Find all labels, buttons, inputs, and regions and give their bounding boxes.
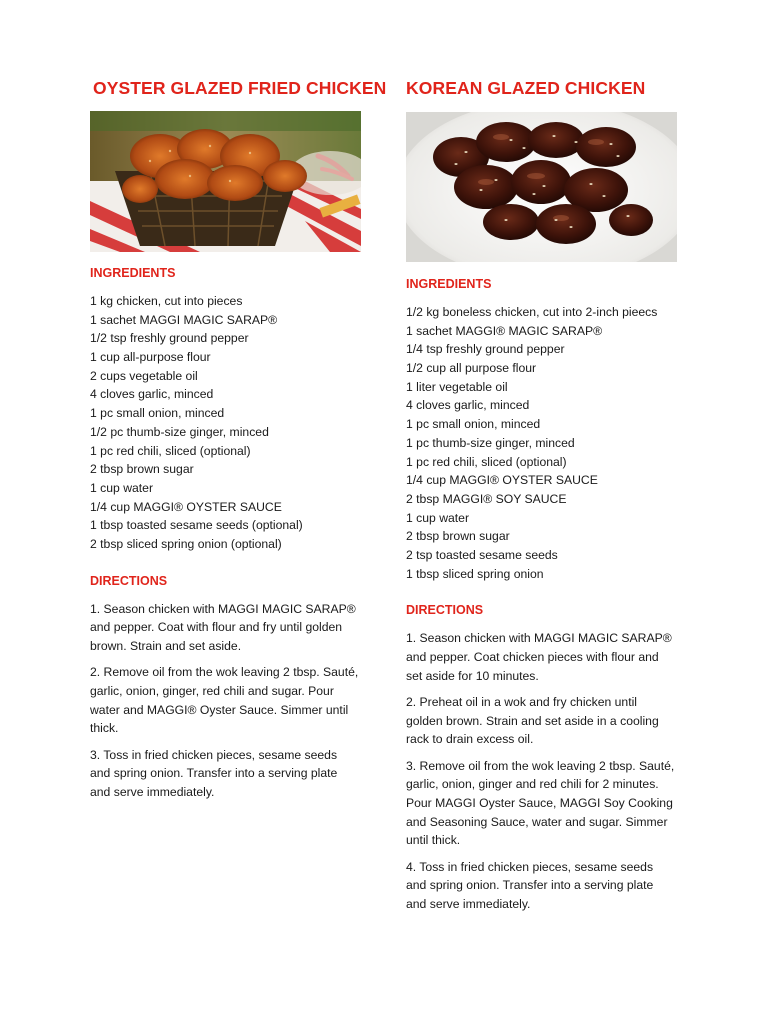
list-item: 1/4 tsp freshly ground pepper: [406, 342, 565, 357]
direction-step: 1. Season chicken with MAGGI MAGIC SARAP® and pepper. Coat with flour and fry until golden brown. Strain and set aside.: [90, 601, 356, 653]
list-item: 2 tbsp MAGGI® SOY SAUCE: [406, 491, 567, 506]
direction-step: 1. Season chicken with MAGGI MAGIC SARAP® and pepper. Coat chicken pieces with flour and set aside for 10 minutes.: [406, 631, 672, 683]
recipe-korean-glazed-chicken: [406, 76, 706, 922]
directions-heading: DIRECTIONS: [90, 573, 168, 588]
directions-list: [406, 629, 706, 913]
list-item: 1 pc red chili, sliced (optional): [90, 443, 251, 458]
recipe-oyster-glazed-chicken: [90, 76, 390, 810]
list-item: 1 pc thumb-size ginger, minced: [406, 435, 575, 450]
list-item: 1/2 cup all purpose flour: [406, 361, 537, 376]
list-item: 1 sachet MAGGI® MAGIC SARAP®: [406, 323, 603, 338]
list-item: 1 tbsp sliced spring onion: [406, 566, 544, 581]
direction-step: 4. Toss in fried chicken pieces, sesame seeds and spring onion. Transfer into a serving plate and serve immediately.: [406, 859, 654, 912]
direction-step: 2. Preheat oil in a wok and fry chicken until golden brown. Strain and set aside in a cooling rack to drain excess oil.: [406, 695, 659, 747]
directions-list: [90, 600, 390, 802]
list-item: 4 cloves garlic, minced: [90, 387, 214, 402]
list-item: 2 cups vegetable oil: [90, 368, 198, 383]
recipe-title: KOREAN GLAZED CHICKEN: [406, 78, 646, 98]
direction-step: 3. Toss in fried chicken pieces, sesame seeds and spring onion. Transfer into a serving plate and serve immediately.: [90, 747, 338, 799]
list-item: 1/2 pc thumb-size ginger, minced: [90, 424, 269, 439]
list-item: 2 tbsp sliced spring onion (optional): [90, 536, 282, 551]
list-item: 1 pc small onion, minced: [406, 417, 541, 432]
korean-chicken-plate-photo: [406, 112, 677, 262]
ingredient-list: [406, 303, 706, 583]
directions-heading: DIRECTIONS: [406, 603, 484, 618]
list-item: 1 cup water: [90, 480, 154, 495]
list-item: 1 kg chicken, cut into pieces: [90, 294, 243, 308]
list-item: 2 tbsp brown sugar: [90, 462, 194, 477]
list-item: 1 cup all-purpose flour: [90, 350, 211, 365]
list-item: 1 tbsp toasted sesame seeds (optional): [90, 518, 303, 533]
direction-step: 3. Remove oil from the wok leaving 2 tbsp. Sauté, garlic, onion, ginger and red chili for 2 minutes. Pour MAGGI Oyster Sauce, MAGGI Soy Cooking and Seasoning Sauce, water and sugar. Simmer until thick.: [406, 758, 675, 848]
list-item: 1/2 tsp freshly ground pepper: [90, 331, 249, 346]
list-item: 2 tbsp brown sugar: [406, 529, 510, 544]
list-item: 1 cup water: [406, 510, 470, 525]
list-item: 1/4 cup MAGGI® OYSTER SAUCE: [406, 473, 598, 488]
list-item: 1 pc small onion, minced: [90, 406, 225, 421]
list-item: 4 cloves garlic, minced: [406, 398, 530, 413]
recipe-title: OYSTER GLAZED FRIED CHICKEN: [93, 78, 387, 98]
direction-step: 2. Remove oil from the wok leaving 2 tbsp. Sauté, garlic, onion, ginger, red chili and sugar. Pour water and MAGGI® Oyster Sauce. Simmer until thick.: [90, 665, 359, 736]
list-item: 1 sachet MAGGI MAGIC SARAP®: [90, 312, 278, 327]
ingredients-heading: INGREDIENTS: [90, 266, 176, 280]
fried-chicken-basket-photo: [90, 111, 361, 252]
list-item: 1/2 kg boneless chicken, cut into 2-inch pieecs: [406, 305, 658, 319]
list-item: 1 liter vegetable oil: [406, 379, 508, 394]
list-item: 1/4 cup MAGGI® OYSTER SAUCE: [90, 499, 282, 514]
ingredient-list: [90, 292, 390, 554]
ingredients-heading: INGREDIENTS: [406, 277, 492, 291]
list-item: 2 tsp toasted sesame seeds: [406, 547, 558, 562]
list-item: 1 pc red chili, sliced (optional): [406, 454, 567, 469]
